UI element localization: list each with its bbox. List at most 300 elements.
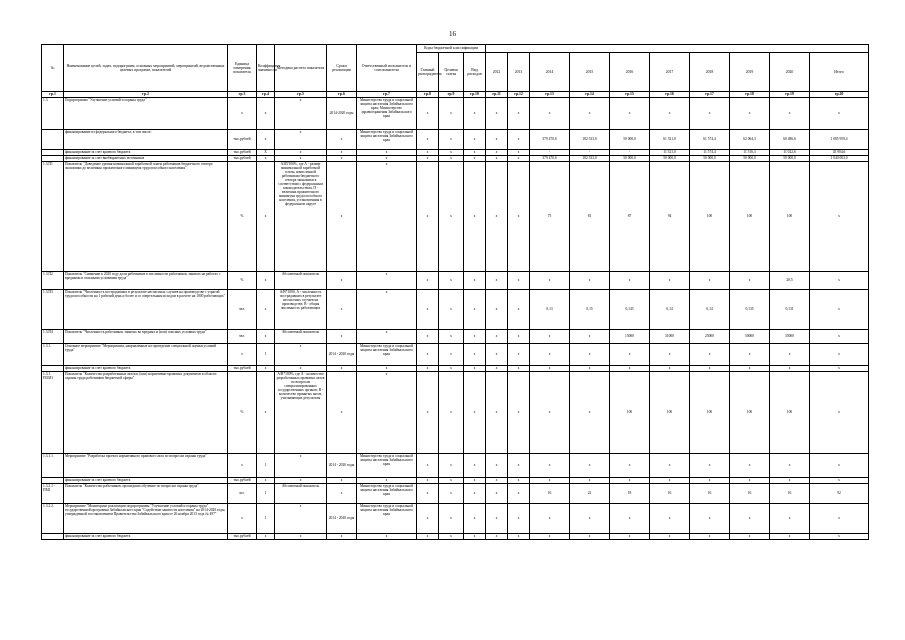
table-cell: x [257,478,275,484]
table-cell: x [610,478,650,484]
table-cell: х [486,98,508,130]
table-cell: x [327,130,357,150]
table-cell: x [257,290,275,330]
table-cell: x [770,534,810,540]
table-cell: x [610,534,650,540]
table-cell: х [464,98,486,130]
table-cell: x [257,372,275,454]
header-total: Итого [810,53,869,92]
table-cell: x [810,372,869,454]
table-cell: тыс.рублей [228,366,257,372]
table-cell: 31000 [650,330,690,344]
table-cell: А/В*100%, где А - количество разработанных правовых актов по вопросам специализированных государственных органов; В - количество принятых актов, учитывающих результаты [275,372,327,454]
table-cell: 50 000,0 [610,156,650,162]
table-cell: x [257,330,275,344]
table-cell: 11 521,0 [650,150,690,156]
table-cell: 81 [570,162,610,272]
header-num: № [42,45,64,92]
table-cell: х [770,504,810,534]
table-cell: 0,143 [610,290,650,330]
column-number: гр.18 [730,92,770,98]
table-cell: х [610,504,650,534]
table-cell: х [650,98,690,130]
header-responsible: Ответственный исполнитель и соисполнители [357,45,417,92]
table-cell: % [228,162,257,272]
table-cell: 2014 - 2020 годы [327,344,357,366]
table-cell: x [417,272,439,290]
table-cell: Министерство труда и социальной защиты населения Забайкальского края; Министерство здравоохранения Забайкальского края [357,98,417,130]
table-row [42,344,869,366]
table-cell: х [730,344,770,366]
table-cell: x [439,484,464,504]
table-cell: x [257,130,275,150]
table-cell: x [417,484,439,504]
table-cell: 62 064,3 [730,130,770,150]
table-cell: 16 [650,484,690,504]
header-section: Целевая статья [439,53,464,92]
column-number: гр.7 [357,92,417,98]
table-cell: х [570,504,610,534]
table-cell: 1 [257,484,275,504]
table-cell: 61 574,4 [690,130,730,150]
table-cell: х [508,344,530,366]
table-cell: x [730,272,770,290]
table-row [42,98,869,130]
table-cell: х [275,504,327,534]
header-year: 2017 [650,53,690,92]
table-cell: x [690,534,730,540]
table-cell: x [810,478,869,484]
table-cell: x [327,330,357,344]
table-cell: x [650,272,690,290]
column-number: гр.15 [610,92,650,98]
table-cell: х [417,454,439,478]
table-row [42,272,869,290]
table-cell: х [486,344,508,366]
column-number: гр.5 [275,92,327,98]
row-number-cell: 1.3.1.1. [42,454,64,478]
table-cell: х [730,454,770,478]
table-cell: x [570,372,610,454]
table-cell: x [327,156,357,162]
page-number: 16 [449,30,456,38]
table-cell: x [327,162,357,272]
row-number-cell: 1.3.П3 [42,290,64,330]
row-number-cell [42,534,64,540]
table-cell: x [327,478,357,484]
table-cell: x [275,130,327,150]
table-cell: x [439,366,464,372]
table-cell: x [327,372,357,454]
header-expense-type: Вид расходов [464,53,486,92]
table-cell: 35000 [770,330,810,344]
table-cell: 0,15 [570,290,610,330]
table-cell: х [508,504,530,534]
table-cell: x [257,366,275,372]
table-cell: 75 [530,162,570,272]
table-cell: x [464,150,486,156]
table-cell: x [486,290,508,330]
table-cell: 50 000,0 [650,156,690,162]
table-cell: x [810,330,869,344]
table-cell: x [464,372,486,454]
table-cell: 1 [257,454,275,478]
table-cell: x [650,534,690,540]
table-cell: х [464,454,486,478]
table-cell: х [610,454,650,478]
table-cell: х [770,98,810,130]
table-cell: x [690,478,730,484]
table-cell: x [530,272,570,290]
table-cell: АЗП/100%, где А - размер минимальной заработной платы, начисленной работникам бюджетного сектора экономики в соответствии с федеральным законодательством, П - величина прожиточного минимума трудоспособного населения, установленная в федеральном округе [275,162,327,272]
column-number: гр.14 [570,92,610,98]
table-cell: х [228,344,257,366]
table-cell: x [439,272,464,290]
table-cell: х [439,454,464,478]
row-name-cell: Показатель "Количество работников, прошедших обучение по вопросам охраны труда" [64,484,228,504]
column-number: гр.2 [64,92,228,98]
header-year: 2016 [610,53,650,92]
table-cell: 16 [770,484,810,504]
table-cell: 45 904,6 [810,150,869,156]
table-cell: тыс.рублей [228,156,257,162]
table-cell: 1 085 959,4 [810,130,869,150]
header-year: 2019 [730,53,770,92]
table-cell: x [770,478,810,484]
table-cell: х [810,344,869,366]
table-cell: х [439,504,464,534]
table-cell: x [570,366,610,372]
row-number-cell: 1.3.2.1 - ПМ1 [42,484,64,504]
table-cell: x [357,156,417,162]
table-cell: х [464,344,486,366]
table-cell: x [486,534,508,540]
table-row [42,484,869,504]
table-cell: x [530,366,570,372]
table-cell: 92 [810,484,869,504]
table-cell: Абсолютный показатель [275,484,327,504]
table-cell: х [650,454,690,478]
table-cell: 100 [690,372,730,454]
table-cell: x [464,484,486,504]
table-cell: x [439,372,464,454]
table-cell: х [228,98,257,130]
table-cell: x [508,162,530,272]
table-cell: % [228,272,257,290]
table-cell: 16 [730,484,770,504]
column-number: гр.17 [690,92,730,98]
row-number-cell: 1.3.П4 [42,330,64,344]
table-cell: x [439,162,464,272]
row-name-cell: финансирование за счет краевого бюджета [64,150,228,156]
table-cell: x [464,272,486,290]
table-cell: 100 [730,372,770,454]
table-cell: 50 000,0 [690,156,730,162]
table-cell: x [327,150,357,156]
table-cell: 18 [610,484,650,504]
table-cell: х [530,504,570,534]
table-cell: x [417,130,439,150]
table-cell: x [464,156,486,162]
table-cell: тыс.рублей [228,478,257,484]
table-cell: 100 [770,162,810,272]
table-cell: x [439,130,464,150]
table-cell: х [439,344,464,366]
table-cell: 0,131 [770,290,810,330]
table-cell: x [810,272,869,290]
table-cell: х [417,504,439,534]
table-cell: x [570,534,610,540]
table-cell: чел. [228,290,257,330]
table-cell: тыс.рублей [228,150,257,156]
table-cell: x [417,366,439,372]
table-cell: x [610,366,650,372]
table-cell: х [570,98,610,130]
table-cell: x [327,272,357,290]
table-cell: х [610,98,650,130]
table-cell: x [464,478,486,484]
table-cell: 11 574,4 [690,150,730,156]
table-cell: х [275,98,327,130]
table-cell: x [486,478,508,484]
table-cell: x [357,150,417,156]
table-cell: х [486,454,508,478]
header-year: 2012 [486,53,508,92]
row-name-cell: Показатель "Численность пострадавших в результате несчастных случаев на производстве с утратой трудоспособности на 1 рабочий день и более и со смертельным исходом в расчете на 1000 работающих" [64,290,228,330]
table-cell: x [417,478,439,484]
table-row [42,330,869,344]
table-cell: х [257,162,275,272]
table-cell: х [228,454,257,478]
header-method: Методика расчета показателя [275,45,327,92]
table-cell: x [486,484,508,504]
table-cell: - [530,150,570,156]
table-cell: x [508,372,530,454]
table-cell: x [508,156,530,162]
table-cell: Абсолютный показатель [275,272,327,290]
table-cell: x [464,130,486,150]
table-cell: x [357,372,417,454]
table-row [42,130,869,150]
table-cell: х [417,344,439,366]
table-cell: x [439,150,464,156]
table-cell: x [508,478,530,484]
header-budget-codes: Коды бюджетной классификации [417,45,486,53]
table-cell: тыс.рублей [228,130,257,150]
table-cell: x [439,534,464,540]
header-grbs: Главный распорядитель [417,53,439,92]
row-name-cell: Основное мероприятие "Мероприятия, направленные на проведение специальной оценки условий труда" [64,344,228,366]
table-row [42,372,869,454]
column-number: гр.12 [508,92,530,98]
table-cell: x [508,484,530,504]
table-cell: x [357,478,417,484]
table-cell: х [508,454,530,478]
table-cell: x [486,372,508,454]
table-cell: 16 [690,484,730,504]
row-name-cell: финансирование за счет краевого бюджета [64,534,228,540]
table-cell: x [275,366,327,372]
header-coef: Коэффициент значимости [257,45,275,92]
table-cell: x [508,272,530,290]
table-cell: - [610,150,650,156]
table-cell: 50 000,0 [730,156,770,162]
table-cell: 182 533,0 [570,156,610,162]
table-cell: x [357,272,417,290]
table-cell: x [770,366,810,372]
table-cell: x [690,366,730,372]
table-cell: х [770,344,810,366]
table-cell: тыс.рублей [228,534,257,540]
table-row [42,534,869,540]
table-cell: x [730,366,770,372]
column-number: гр.8 [417,92,439,98]
row-name-cell: финансирование за счет внебюджетных источников [64,156,228,162]
header-name: Наименование целей, задач, подпрограмм, основных мероприятий, мероприятий, ведомственных целевых программ, показателей [64,45,228,92]
column-number: гр.4 [257,92,275,98]
table-cell: 379 470,0 [530,156,570,162]
table-cell: х [439,98,464,130]
table-cell: x [530,478,570,484]
table-cell: x [417,534,439,540]
table-cell: x [650,366,690,372]
table-cell: А/В*1000, А - численность пострадавших в результате несчастных случаев на производстве, В - общая численность работающих [275,290,327,330]
table-cell: Министерство труда и социальной защиты населения Забайкальского края [357,484,417,504]
row-name-cell: Показатель "Снижение к 2020 году доли работников в численности работников, занятых на работах с вредными и опасными условиями труда" [64,272,228,290]
table-cell: 60 486,6 [770,130,810,150]
row-number-cell: 1.3.П2 [42,272,64,290]
table-cell: x [327,484,357,504]
table-cell: 0,13 [530,290,570,330]
column-number: гр.11 [486,92,508,98]
table-cell: x [275,478,327,484]
row-number-cell: 1.3.1. ПОМ1 [42,372,64,454]
table-row [42,504,869,534]
table-cell: x [486,272,508,290]
table-cell: 20,5 [770,272,810,290]
header-year: 2018 [690,53,730,92]
row-name-cell: финансирование за счет краевого бюджета [64,366,228,372]
table-cell: % [228,372,257,454]
table-cell: x [486,162,508,272]
table-cell: Абсолютный показатель [275,330,327,344]
table-cell: х [690,344,730,366]
table-cell: x [570,272,610,290]
table-cell: х [690,98,730,130]
table-cell: x [417,156,439,162]
column-number: гр.9 [439,92,464,98]
table-cell: 22 [570,484,610,504]
table-cell: 0,14 [650,290,690,330]
table-cell: X [257,150,275,156]
table-cell: x [730,478,770,484]
table-cell: x [610,272,650,290]
table-cell: x [257,272,275,290]
table-cell: x [486,366,508,372]
table-cell: x [508,290,530,330]
table-cell: х [275,344,327,366]
table-cell: х [417,98,439,130]
table-cell: 50000 [730,330,770,344]
table-cell: x [464,330,486,344]
table-cell: x [810,366,869,372]
table-cell: 0,14 [690,290,730,330]
table-cell: x [439,290,464,330]
table-cell: x [464,290,486,330]
table-cell: 15000 [610,330,650,344]
table-cell: 100 [690,162,730,272]
table-cell: x [417,372,439,454]
row-name-cell: Мероприятие "Разработка проекта нормативного правового акта по вопросам охраны труда" [64,454,228,478]
table-cell: х [275,454,327,478]
table-cell: x [810,534,869,540]
table-cell: 94 [650,162,690,272]
table-cell: 50 000,0 [770,156,810,162]
row-number-cell: 1.3.П1 [42,162,64,272]
column-number: гр.19 [770,92,810,98]
table-cell: Министерство труда и социальной защиты населения Забайкальского края [357,504,417,534]
table-cell: шт. [228,484,257,504]
column-number: гр.3 [228,92,257,98]
table-cell: х [810,98,869,130]
table-cell: x [690,272,730,290]
table-cell: х [508,98,530,130]
table-cell: x [357,366,417,372]
table-cell: x [439,156,464,162]
row-name-cell: Показатель "Доведение уровня номинальной заработной платы работников бюджетного сектора экономики до величины прожиточного минимума трудоспособного населения" [64,162,228,272]
table-cell: 25000 [690,330,730,344]
table-cell: x [464,366,486,372]
table-cell: x [508,534,530,540]
table-cell: x [464,162,486,272]
table-cell: х [530,344,570,366]
table-cell: 100 [770,372,810,454]
row-name-cell: Показатель "Количество разработанных актов и (или) нормативно-правовых документов в области охраны труда работников бюджетной сферы" [64,372,228,454]
table-cell: x [417,150,439,156]
table-cell: x [530,372,570,454]
table-cell: чел. [228,330,257,344]
table-cell: 379 470,0 [530,130,570,150]
table-cell: х [570,454,610,478]
row-number-cell: 1.3.2.2. [42,504,64,534]
table-cell: 87 [610,162,650,272]
table-cell: 0,135 [730,290,770,330]
table-cell: x [357,290,417,330]
table-cell: х [530,454,570,478]
row-name-cell: финансирование за счет краевого бюджета [64,478,228,484]
header-unit: Единица измерения показателя [228,45,257,92]
table-cell: х [530,98,570,130]
table-cell: 50 000,0 [610,130,650,150]
table-cell: 100 [650,372,690,454]
table-cell: x [650,478,690,484]
table-cell: 100 [610,372,650,454]
table-cell: х [730,504,770,534]
table-cell: x [357,330,417,344]
table-cell: 16 [530,484,570,504]
header-year: 2013 [508,53,530,92]
row-name-cell: финансирование из федерального бюджета, в том числе: [64,130,228,150]
table-cell: x [357,162,417,272]
table-cell: х [730,98,770,130]
table-cell: х [650,344,690,366]
table-cell: Министерство труда и социальной защиты населения Забайкальского края [357,344,417,366]
table-cell: х [810,504,869,534]
row-name-cell: Мероприятие "Мониторинг реализации подпрограммы "Улучшение условий и охраны труда" государственной программы Забайкальского края "Содействие занятости населения" на 2014-2020 годы, утвержденной постановлением Правительства Забайкальского края от 26 ноября 2013 года № 497" [64,504,228,534]
table-cell: Министерство труда и социальной защиты населения Забайкальского края [357,130,417,150]
table-cell: х [650,504,690,534]
table-cell: 61 521,0 [650,130,690,150]
